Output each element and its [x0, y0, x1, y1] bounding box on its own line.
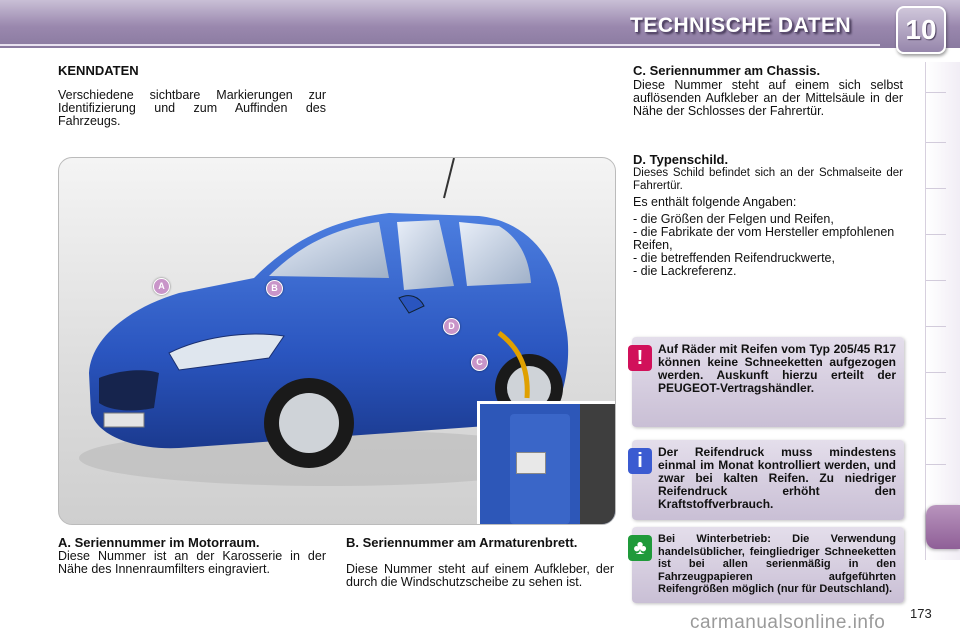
note-text: Bei Winterbetrieb: Die Verwendung handelsüblicher, feingliedriger Schneeketten ist bei allen serienmäßig in den Fahrzeugpapieren aufgeführten Reifengrößen möglich (nur für Deutschland).	[658, 533, 896, 595]
watermark: carmanualsonline.info	[690, 612, 886, 633]
section-title-c: C. Seriennummer am Chassis.	[633, 63, 821, 78]
banner-rule	[0, 44, 880, 46]
section-title-b: B. Seriennummer am Armaturenbrett.	[346, 535, 578, 550]
tab-divider	[926, 326, 946, 327]
tab-divider	[926, 418, 946, 419]
tab-divider	[926, 92, 946, 93]
marker-d: D	[443, 318, 460, 335]
info-icon: i	[628, 448, 652, 474]
tab-divider	[926, 372, 946, 373]
section-title-a: A. Seriennummer im Motorraum.	[58, 535, 260, 550]
section-text-a: Diese Nummer ist an der Karosserie in der Nähe des Innenraumfilters eingraviert.	[58, 549, 326, 576]
type-plate	[516, 452, 546, 474]
tree-icon: ♣	[628, 535, 652, 561]
list-item: - die Lackreferenz.	[633, 264, 737, 278]
tab-divider	[926, 464, 946, 465]
warning-icon: !	[628, 345, 652, 371]
list-item: - die Fabrikate der vom Hersteller empfohlenen Reifen,	[633, 225, 895, 252]
section-title-kenndaten: KENNDATEN	[58, 63, 139, 78]
page-number: 173	[910, 606, 932, 621]
marker-a: A	[153, 278, 170, 295]
section-d-list	[633, 213, 903, 278]
marker-b: B	[266, 280, 283, 297]
door-detail-inset	[477, 401, 616, 525]
section-text-c: Diese Nummer steht auf einem sich selbst auflösenden Aufkleber an der Mittelsäule in der Nähe der Schlosses der Fahrertür.	[633, 78, 903, 118]
chapter-number-badge: 10	[896, 6, 946, 54]
note-text: Der Reifendruck muss mindestens einmal im Monat kontrolliert werden, und zwar bei kalten Reifen. Zu niedriger Reifendruck erhöht den Kraftstoffverbrauch.	[658, 445, 896, 511]
section-text-d: Dieses Schild befindet sich an der Schmalseite der Fahrertür.	[633, 167, 903, 192]
tip-note	[632, 527, 904, 603]
warning-note	[632, 337, 904, 427]
section-d-list-intro: Es enthält folgende Angaben:	[633, 195, 797, 209]
chapter-tab-active[interactable]	[926, 505, 960, 549]
tab-divider	[926, 188, 946, 189]
marker-c: C	[471, 354, 488, 371]
chapter-title: TECHNISCHE DATEN	[630, 14, 852, 37]
info-note	[632, 440, 904, 520]
tab-divider	[926, 142, 946, 143]
section-text-b: Diese Nummer steht auf einem Aufkleber, der durch die Windschutzscheibe zu sehen ist.	[346, 562, 614, 589]
list-item: - die betreffenden Reifendruckwerte,	[633, 251, 835, 265]
intro-text: Verschiedene sichtbare Markierungen zur Identifizierung und zum Auffinden des Fahrzeugs.	[58, 88, 326, 128]
car-illustration	[58, 157, 616, 525]
tab-divider	[926, 234, 946, 235]
chapter-tabs	[925, 62, 960, 560]
note-text: Auf Räder mit Reifen vom Typ 205/45 R17 können keine Schneeketten aufgezogen werden. Auskunft hierzu erteilt der PEUGEOT-Vertragshändler.	[658, 342, 896, 395]
tab-divider	[926, 280, 946, 281]
section-title-d: D. Typenschild.	[633, 152, 729, 167]
list-item: - die Größen der Felgen und Reifen,	[633, 212, 834, 226]
